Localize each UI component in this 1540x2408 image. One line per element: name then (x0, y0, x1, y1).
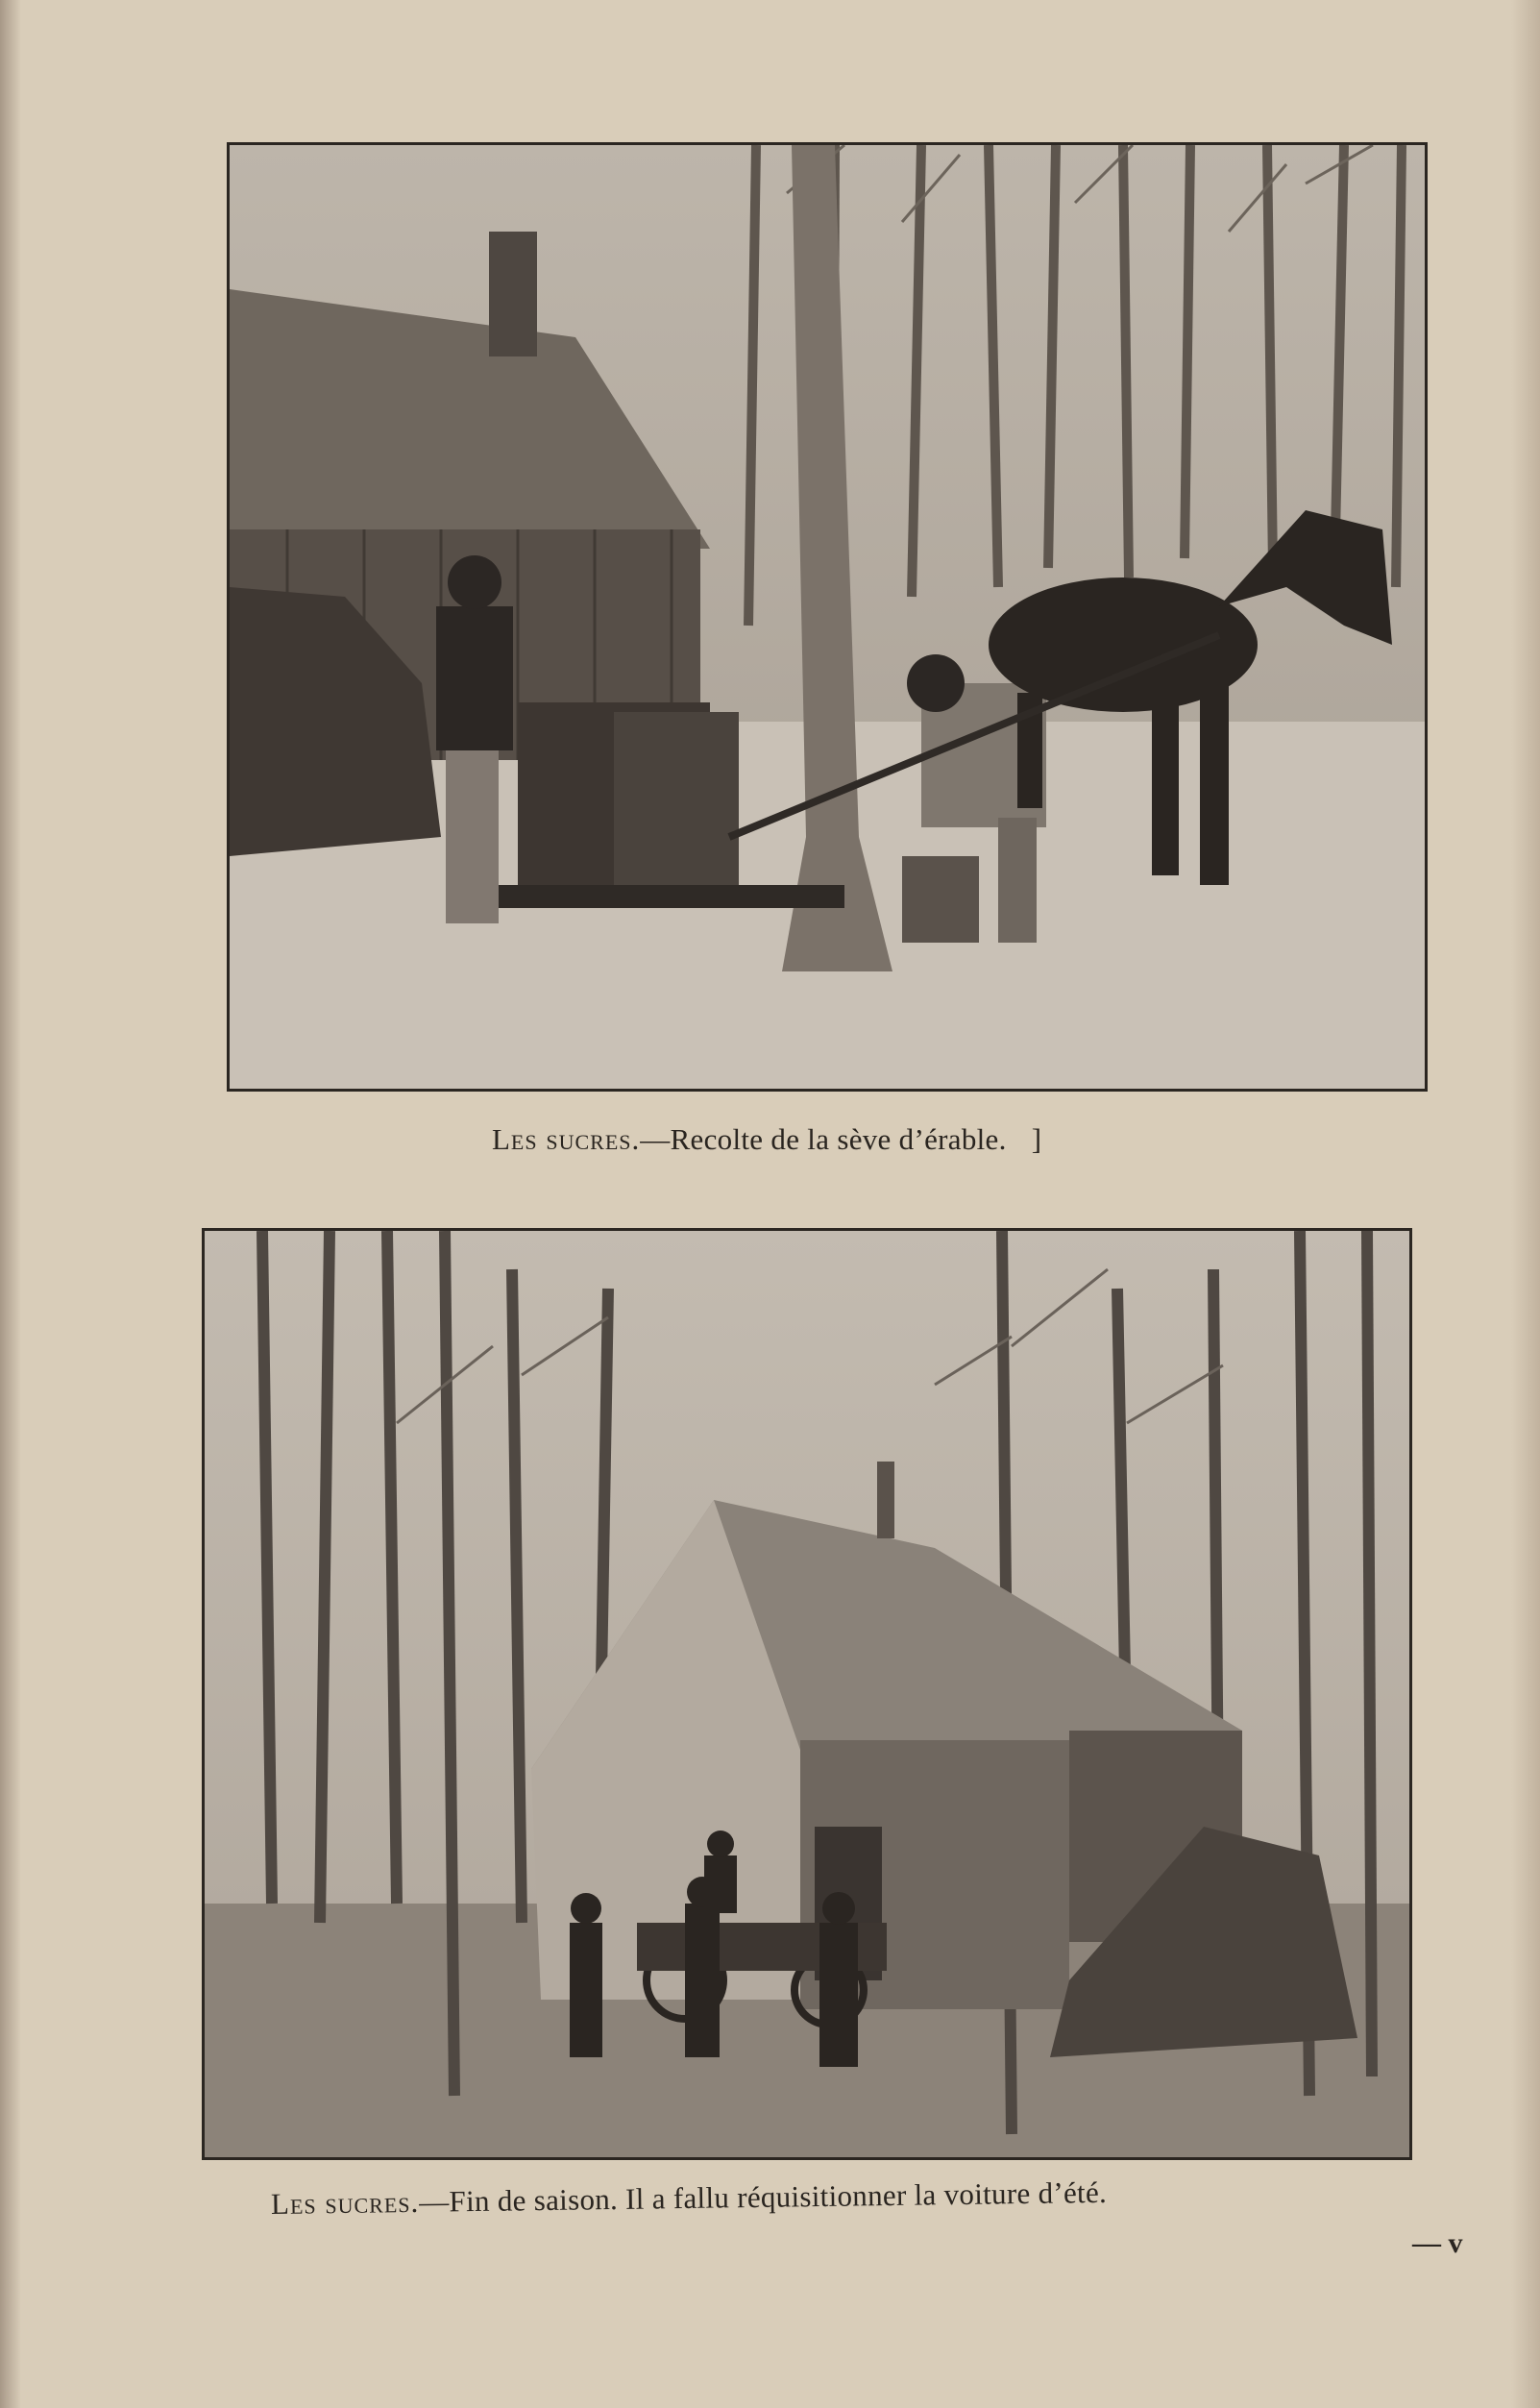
page-gutter-shadow (0, 0, 21, 2408)
bucket (902, 856, 979, 943)
photo-illustration (230, 145, 1425, 1089)
caption-text: —Fin de saison. Il a fallu réquisitionner la voiture d’été. (418, 2175, 1108, 2219)
maple-sap-harvest-photo (227, 142, 1428, 1092)
chimney (489, 232, 537, 356)
photo-illustration (205, 1231, 1409, 2157)
caption-text: —Recolte de la sève d’érable. (640, 1122, 1007, 1156)
page-edge (1511, 0, 1540, 2408)
page-marker: — v (1412, 2227, 1463, 2259)
caption-sap-harvest (492, 1122, 1041, 1157)
caption-label: Les sucres. (492, 1122, 641, 1156)
person (819, 1923, 858, 2067)
man-left (436, 606, 513, 750)
chimney (877, 1462, 894, 1538)
caption-mark: ] (1031, 1122, 1042, 1156)
person (685, 1904, 720, 2057)
caption-label: Les sucres. (270, 2184, 420, 2221)
sled (460, 885, 844, 908)
end-of-season-sugar-shack-photo (202, 1228, 1412, 2160)
caption-end-of-season (271, 2175, 1108, 2222)
person (570, 1923, 602, 2057)
